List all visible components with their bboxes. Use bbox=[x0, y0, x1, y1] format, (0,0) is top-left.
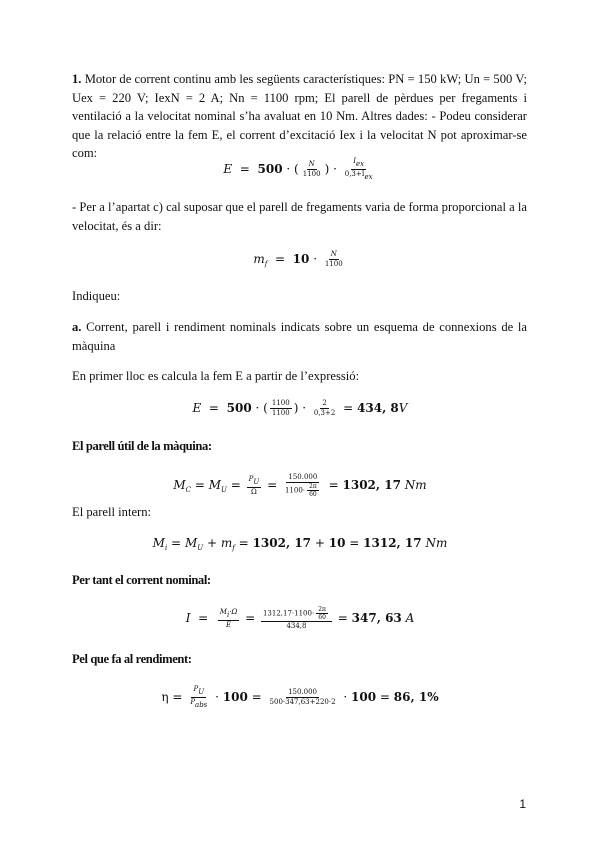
equation-efficiency bbox=[0, 685, 600, 710]
eq-symbol: M bbox=[184, 536, 198, 550]
eq-result: 86, 1% bbox=[393, 690, 439, 704]
eq-subscript: f bbox=[232, 544, 235, 552]
eq-paren: ( bbox=[294, 162, 299, 176]
part-a-label: a. bbox=[72, 320, 82, 334]
eq-subscript: U bbox=[221, 486, 227, 494]
eq-constant: 100 bbox=[351, 690, 377, 704]
eq-numerator: 1100 bbox=[271, 399, 290, 407]
eq-var: P bbox=[193, 685, 199, 693]
problem-statement bbox=[72, 70, 527, 163]
eq-operator: = bbox=[379, 690, 390, 704]
eq-fraction bbox=[343, 157, 375, 182]
eq-operator: · bbox=[255, 401, 260, 415]
eq-unit: A bbox=[405, 611, 415, 625]
eq-paren: ( bbox=[263, 401, 268, 415]
equation-fem-result bbox=[0, 399, 600, 418]
eq-operator: = bbox=[328, 478, 339, 492]
eq-numerator: N bbox=[330, 250, 337, 258]
eq-denominator: 1100 bbox=[324, 260, 343, 268]
eq-symbol: M bbox=[208, 478, 221, 492]
eq-constant: 1302, 17 bbox=[252, 536, 312, 550]
heading-efficiency: Pel que fa al rendiment: bbox=[72, 652, 192, 666]
problem-text: Motor de corrent continu amb les següents característiques: PN = 150 kW; Un = 500 V; Uex = 220 V; IexN = 2 A; Nn = 1100 rpm; El parell de pèrdues per fregaments i ventilació a la velocitat nominal s’ha avaluat en 10 Nm. Altres dades: - Podeu considerar que la relació entre la fem E, el corrent d’excitació Iex i la velocitat N pot aproximar-se com: bbox=[72, 72, 527, 160]
eq-denominator: 434,8 bbox=[286, 622, 307, 630]
eq-numerator bbox=[247, 475, 262, 488]
eq-fraction bbox=[188, 685, 209, 710]
eq-var: 1100· bbox=[284, 486, 306, 495]
eq-unit: V bbox=[398, 401, 408, 415]
eq-operator: = bbox=[267, 478, 278, 492]
eq-operator: · bbox=[333, 162, 337, 176]
eq-numerator: 2π bbox=[318, 606, 326, 613]
eq-operator: = bbox=[251, 690, 262, 704]
eq-operator: · bbox=[313, 252, 318, 266]
eq-operator: + bbox=[314, 536, 325, 550]
eq-numerator: N bbox=[308, 160, 315, 168]
eq-constant: 10 bbox=[328, 536, 346, 550]
eq-constant: 100 bbox=[222, 690, 248, 704]
eq-operator: = bbox=[343, 401, 354, 415]
eq-fraction bbox=[261, 606, 332, 631]
eq-fraction bbox=[218, 608, 239, 630]
eq-numerator: 2π bbox=[309, 483, 317, 490]
eq-denominator: E bbox=[225, 620, 232, 629]
eq-var: I bbox=[353, 157, 356, 165]
eq-operator: = bbox=[245, 611, 256, 625]
equation-internal-torque bbox=[0, 536, 600, 552]
eq-subscript: ex bbox=[356, 160, 365, 168]
eq-subscript: f bbox=[264, 260, 268, 268]
eq-var: P bbox=[190, 698, 196, 706]
eq-result: 434, 8 bbox=[357, 401, 399, 415]
part-a bbox=[72, 318, 527, 355]
eq-unit: Nm bbox=[425, 536, 448, 550]
eq-subscript: U bbox=[197, 544, 204, 552]
equation-nominal-current bbox=[0, 606, 600, 631]
eq-denominator: 60 bbox=[318, 614, 326, 621]
eq-constant: 10 bbox=[292, 252, 310, 266]
eq-numerator bbox=[191, 685, 206, 698]
eq-var: 0,3+I bbox=[344, 170, 365, 178]
eq-denominator: 1100 bbox=[302, 170, 321, 178]
heading-nominal-current: Per tant el corrent nominal: bbox=[72, 573, 211, 587]
eq-operator: = bbox=[194, 478, 205, 492]
eq-denominator bbox=[283, 483, 323, 498]
eq-operator: = bbox=[230, 478, 241, 492]
eq-operator: + bbox=[206, 536, 218, 550]
eq-operator: = bbox=[274, 252, 286, 266]
eq-denominator: 60 bbox=[309, 491, 317, 498]
equation-friction-torque bbox=[0, 250, 600, 269]
eq-result: 347, 63 bbox=[351, 611, 402, 625]
eq-symbol: M bbox=[173, 478, 186, 492]
eq-subscript: U bbox=[198, 688, 205, 696]
eq-subscript: C bbox=[185, 486, 191, 494]
eq-subscript: ex bbox=[364, 173, 373, 181]
eq-numerator bbox=[218, 608, 239, 621]
eq-operator: = bbox=[208, 401, 219, 415]
eq-numerator: 150.000 bbox=[288, 688, 318, 696]
eq-operator: · bbox=[215, 690, 219, 704]
heading-useful-torque: El parell útil de la màquina: bbox=[72, 439, 212, 453]
note-paragraph: - Per a l’apartat c) cal suposar que el parell de fregaments varia de forma proporcional a la velocitat, és a dir: bbox=[72, 200, 527, 233]
eq-result: 1302, 17 bbox=[342, 478, 401, 492]
eq-symbol: m bbox=[220, 536, 233, 550]
eq-fraction bbox=[316, 606, 328, 621]
eq-operator: = bbox=[349, 536, 360, 550]
equation-useful-torque bbox=[0, 473, 600, 498]
eq-operator: = bbox=[172, 690, 183, 704]
fem-intro-text: En primer lloc es calcula la fem E a partir de l’expressió: bbox=[72, 369, 360, 383]
eq-operator: = bbox=[171, 536, 182, 550]
eq-operator: · bbox=[343, 690, 348, 704]
eq-numerator: 2 bbox=[322, 399, 327, 407]
eq-symbol: M bbox=[152, 536, 165, 550]
eq-symbol: η bbox=[161, 690, 169, 704]
eq-unit: Nm bbox=[404, 478, 427, 492]
eq-operator: · bbox=[302, 401, 307, 415]
eq-numerator bbox=[261, 606, 332, 622]
eq-fraction bbox=[307, 483, 319, 498]
eq-subscript: U bbox=[253, 477, 260, 486]
eq-operator: = bbox=[337, 611, 348, 625]
eq-constant: 500 bbox=[257, 162, 283, 176]
eq-var: 1312,17·1100· bbox=[262, 609, 315, 618]
eq-subscript: abs bbox=[195, 701, 208, 709]
eq-fraction bbox=[270, 399, 292, 418]
eq-var: ·Ω bbox=[229, 607, 238, 616]
eq-fraction bbox=[283, 473, 323, 498]
eq-paren: ) bbox=[293, 401, 299, 415]
eq-subscript: i bbox=[226, 610, 230, 619]
eq-numerator: 150.000 bbox=[288, 473, 318, 481]
eq-symbol: I bbox=[185, 611, 191, 625]
eq-fraction bbox=[301, 160, 323, 179]
eq-constant: 500 bbox=[226, 401, 252, 415]
eq-denominator bbox=[188, 698, 209, 710]
eq-var: P bbox=[248, 474, 254, 483]
eq-denominator: 500·347,63+220·2 bbox=[269, 698, 336, 706]
internal-torque-text: El parell intern: bbox=[72, 505, 152, 519]
part-a-text: Corrent, parell i rendiment nominals indicats sobre un esquema de connexions de la màquina bbox=[72, 320, 528, 353]
eq-var: M bbox=[219, 607, 227, 616]
eq-symbol: E bbox=[223, 162, 233, 176]
equation-fem-model bbox=[0, 157, 600, 182]
eq-fraction bbox=[312, 399, 337, 418]
eq-operator: = bbox=[239, 162, 250, 176]
eq-subscript: i bbox=[164, 544, 168, 552]
eq-fraction bbox=[268, 688, 338, 707]
eq-operator: · bbox=[286, 162, 291, 176]
eq-denominator: 0,3+2 bbox=[313, 409, 336, 417]
eq-symbol: E bbox=[192, 401, 202, 415]
problem-number: 1. bbox=[72, 72, 82, 86]
eq-result: 1312, 17 bbox=[363, 536, 422, 550]
indique-label: Indiqueu: bbox=[72, 289, 121, 303]
eq-fraction bbox=[247, 475, 262, 497]
eq-paren: ) bbox=[324, 162, 330, 176]
page-number: 1 bbox=[519, 797, 526, 811]
eq-fraction bbox=[323, 250, 345, 269]
eq-denominator: Ω bbox=[251, 487, 257, 496]
eq-operator: = bbox=[238, 536, 249, 550]
eq-symbol: m bbox=[253, 252, 265, 266]
eq-denominator bbox=[343, 170, 375, 182]
eq-operator: = bbox=[198, 611, 209, 625]
eq-numerator bbox=[351, 157, 366, 170]
eq-denominator: 1100 bbox=[271, 409, 290, 417]
